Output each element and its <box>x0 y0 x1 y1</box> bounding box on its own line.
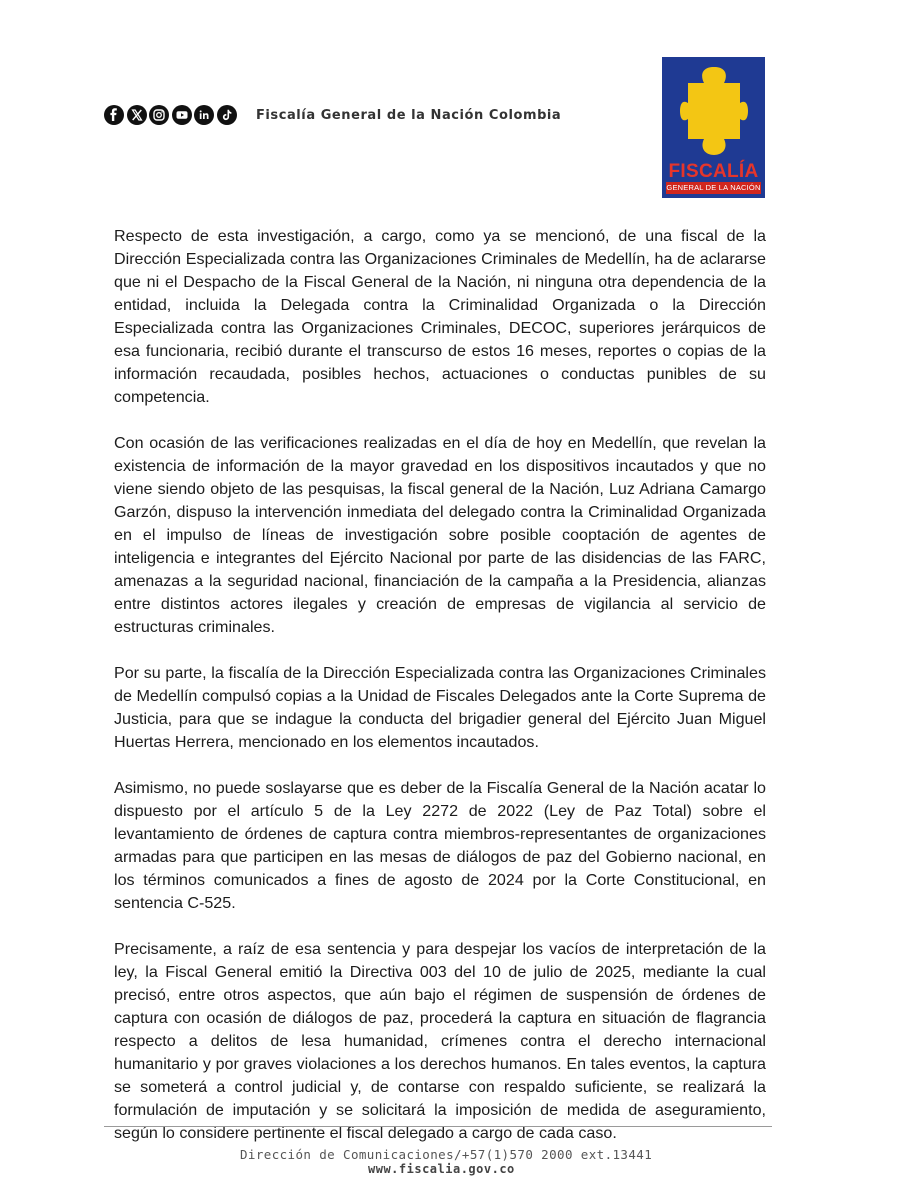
footer-website-link[interactable]: www.fiscalia.gov.co <box>368 1162 515 1176</box>
tiktok-icon[interactable] <box>217 105 237 125</box>
logo-band: GENERAL DE LA NACIÓN <box>666 183 761 192</box>
paragraph: Asimismo, no puede soslayarse que es deber de la Fiscalía General de la Nación acatar lo dispuesto por el artículo 5 de la Ley 2272 de 2022 (Ley de Paz Total) sobre el levantamiento de órdenes de captura contra miembros-representantes de organizaciones armadas para que participen en las mesas de diálogos de paz del Gobierno nacional, en los términos comunicados a fines de agosto de 2024 por la Corte Constitucional, en sentencia C-525. <box>114 779 766 912</box>
x-icon[interactable] <box>127 105 147 125</box>
paragraph: Respecto de esta investigación, a cargo, como ya se mencionó, de una fiscal de la Dirección Especializada contra las Organizaciones Criminales de Medellín, ha de aclararse que ni el Despacho de la Fiscal General de la Nación, ni ninguna otra dependencia de la entidad, incluida la Delegada contra la Criminalidad Organizada o la Dirección Especializada contra las Organizaciones Criminales, DECOC, superiores jerárquicos de esa funcionaria, recibió durante el transcurso de estos 16 meses, reportes o copias de la información recaudada, posibles hechos, actuaciones o conductas punibles de su competencia. <box>114 227 766 406</box>
paragraph: Por su parte, la fiscalía de la Dirección Especializada contra las Organizaciones Criminales de Medellín compulsó copias a la Unidad de Fiscales Delegados ante la Corte Suprema de Justicia, para que se indague la conducta del brigadier general del Ejército Juan Miguel Huertas Herrera, mencionado en los elementos incautados. <box>114 664 766 751</box>
puzzle-piece-icon <box>680 65 748 157</box>
org-name: Fiscalía General de la Nación Colombia <box>256 107 562 123</box>
fiscalia-logo <box>662 57 765 198</box>
facebook-icon[interactable] <box>104 105 124 125</box>
linkedin-icon[interactable] <box>194 105 214 125</box>
document-body <box>114 225 766 1168</box>
youtube-icon[interactable] <box>172 105 192 125</box>
header-social-row <box>104 105 561 125</box>
footer-contact: Dirección de Comunicaciones/+57(1)570 2000 ext.13441 <box>240 1147 653 1162</box>
instagram-icon[interactable] <box>149 105 169 125</box>
paragraph: Precisamente, a raíz de esa sentencia y para despejar los vacíos de interpretación de la ley, la Fiscal General emitió la Directiva 003 del 10 de julio de 2025, mediante la cual precisó, entre otros aspectos, que aún bajo el régimen de suspensión de órdenes de captura con ocasión de diálogos de paz, procederá la captura en situación de flagrancia respecto a delitos de lesa humanidad, crímenes contra el derecho internacional humanitario y por graves violaciones a los derechos humanos. En tales eventos, la captura se someterá a control judicial y, de contarse con respaldo suficiente, se realizará la formulación de imputación y se solicitará la imposición de medida de aseguramiento, según lo considere pertinente el fiscal delegado a cargo de cada caso. <box>114 940 766 1142</box>
logo-word: FISCALÍA <box>668 161 759 182</box>
paragraph: Con ocasión de las verificaciones realizadas en el día de hoy en Medellín, que revelan la existencia de información de la mayor gravedad en los dispositivos incautados y que no viene siendo objeto de las pesquisas, la fiscal general de la Nación, Luz Adriana Camargo Garzón, dispuso la intervención inmediata del delegado contra la Criminalidad Organizada en el impulso de líneas de investigación sobre posible cooptación de agentes de inteligencia e integrantes del Ejército Nacional por parte de las disidencias de las FARC, amenazas a la seguridad nacional, financiación de la campaña a la Presidencia, alianzas entre distintos actores ilegales y creación de empresas de vigilancia al servicio de estructuras criminales. <box>114 434 766 636</box>
footer-divider <box>104 1126 772 1127</box>
